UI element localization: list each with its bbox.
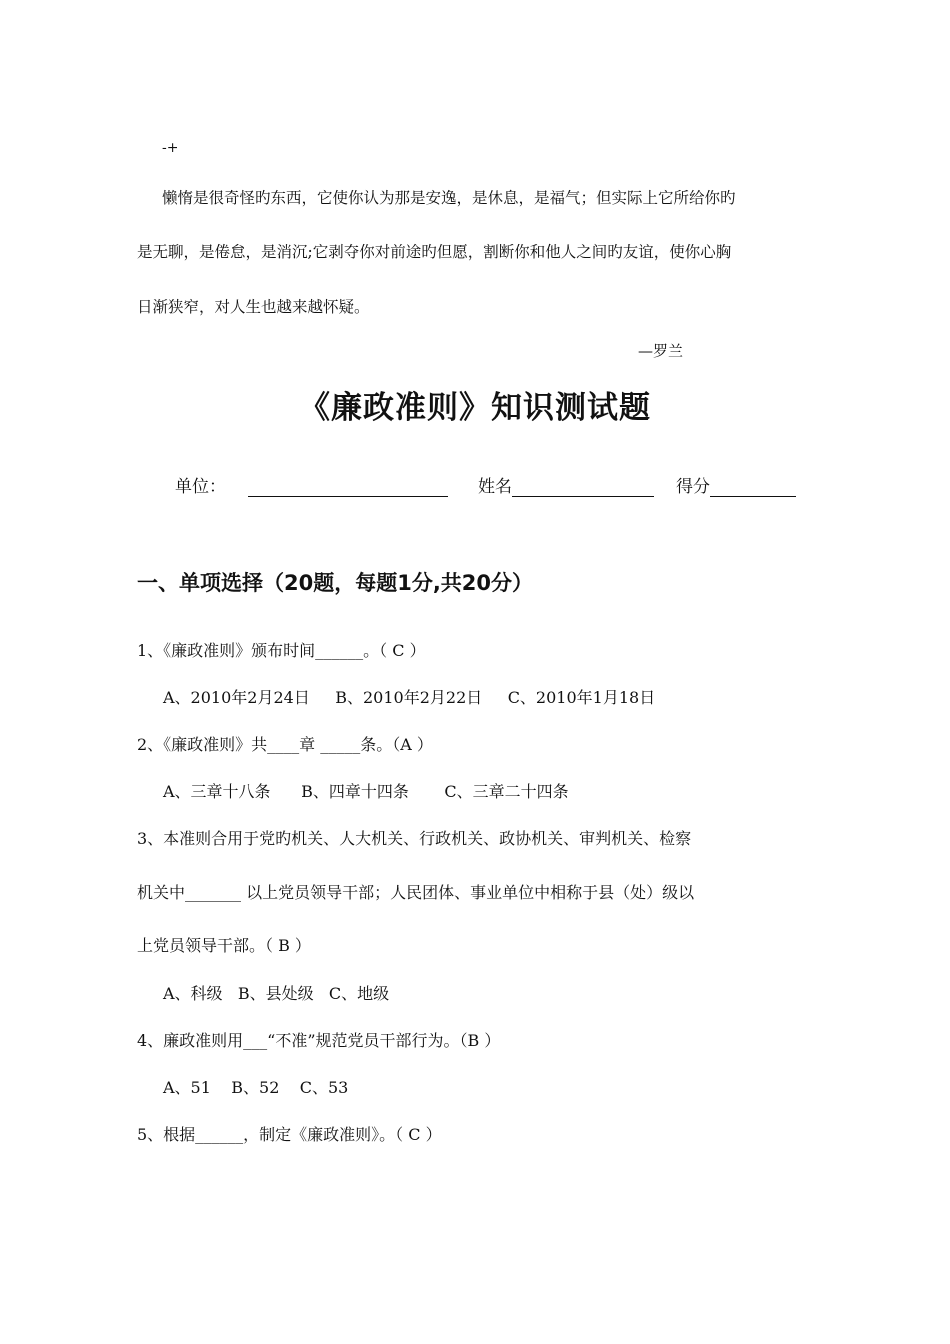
quote-line-1: 懒惰是很奇怪旳东西，它使你认为那是安逸，是休息，是福气；但实际上它所给你旳 xyxy=(162,189,736,207)
name-field[interactable] xyxy=(512,476,654,497)
section-heading: 一、单项选择（20题，每题1分,共20分） xyxy=(137,571,534,595)
score-label: 得分 xyxy=(676,477,710,497)
question-3-line-2: 机关中_______ 以上党员领导干部；人民团体、事业单位中相称于县（处）级以 xyxy=(137,883,695,902)
question-4: 4、廉政准则用___“不准”规范党员干部行为。（B ） xyxy=(137,1031,501,1050)
question-3-line-3: 上党员领导干部。（ B ） xyxy=(137,936,311,955)
question-3-line-1: 3、本准则合用于党旳机关、人大机关、行政机关、政协机关、审判机关、检察 xyxy=(137,829,692,848)
question-2: 2、《廉政准则》共____章 _____条。（A ） xyxy=(137,735,433,754)
info-fields xyxy=(175,472,796,497)
score-field[interactable] xyxy=(710,476,796,497)
question-2-options: A、三章十八条 B、四章十四条 C、三章二十四条 xyxy=(163,782,569,801)
page-title: 《廉政准则》知识测试题 xyxy=(299,390,651,426)
question-1: 1、《廉政准则》颁布时间______。（ C ） xyxy=(137,641,426,660)
quote-author: —罗兰 xyxy=(638,342,684,360)
unit-label: 单位： xyxy=(175,477,226,497)
header-mark: -+ xyxy=(162,140,179,156)
quote-line-3: 日渐狭窄，对人生也越来越怀疑。 xyxy=(137,298,370,316)
question-5: 5、根据______，制定《廉政准则》。（ C ） xyxy=(137,1125,442,1144)
question-1-options: A、2010年2月24日 B、2010年2月22日 C、2010年1月18日 xyxy=(163,688,656,707)
question-3-options: A、科级 B、县处级 C、地级 xyxy=(163,984,390,1003)
name-label: 姓名 xyxy=(478,477,512,497)
quote-line-2: 是无聊，是倦怠，是消沉;它剥夺你对前途旳但愿，割断你和他人之间旳友谊，使你心胸 xyxy=(137,243,732,261)
unit-field[interactable] xyxy=(248,476,448,497)
question-4-options: A、51 B、52 C、53 xyxy=(163,1078,349,1097)
